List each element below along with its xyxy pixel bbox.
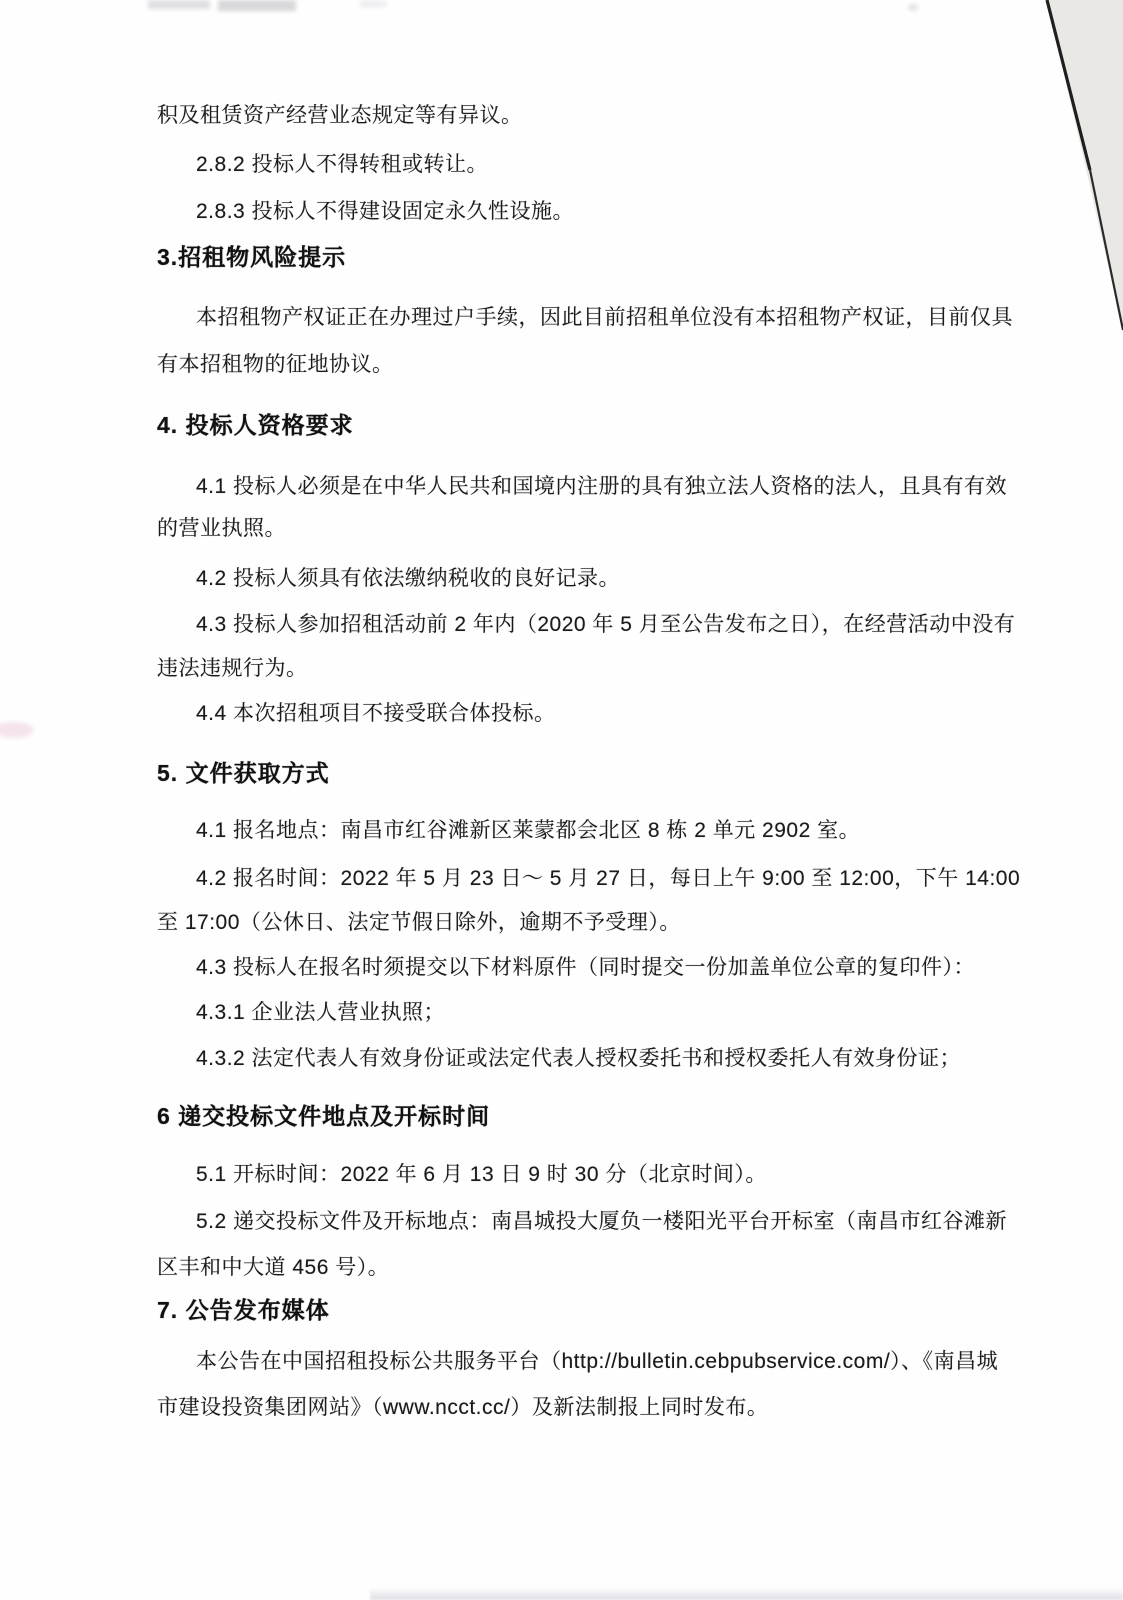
risk-paragraph-line-2: 有本招租物的征地协议。 xyxy=(157,353,394,376)
paragraph-line: 积及租赁资产经营业态规定等有异议。 xyxy=(157,104,523,127)
heading-announcement-media: 7. 公告发布媒体 xyxy=(157,1297,330,1323)
submission-place-line-1: 5.2 递交投标文件及开标地点：南昌城投大厦负一楼阳光平台开标室（南昌市红谷滩新 xyxy=(196,1210,1008,1233)
heading-document-acquisition: 5. 文件获取方式 xyxy=(157,760,330,786)
material-4-3-2: 4.3.2 法定代表人有效身份证或法定代表人授权委托书和授权委托人有效身份证； xyxy=(196,1047,962,1070)
clause-4-1-line-1: 4.1 投标人必须是在中华人民共和国境内注册的具有独立法人资格的法人，且具有有效 xyxy=(196,475,1008,498)
scan-edge-bottom xyxy=(370,1587,1123,1600)
heading-risk-notice: 3.招租物风险提示 xyxy=(157,244,347,270)
risk-paragraph-line-1: 本招租物产权证正在办理过户手续，因此目前招租单位没有本招租物产权证，目前仅具 xyxy=(196,306,1013,329)
registration-time-line-1: 4.2 报名时间：2022 年 5 月 23 日～ 5 月 27 日，每日上午 9:00 至 12:00，下午 14:00 xyxy=(196,867,1021,890)
clause-4-4: 4.4 本次招租项目不接受联合体投标。 xyxy=(196,702,556,725)
heading-submission-opening: 6 递交投标文件地点及开标时间 xyxy=(157,1103,491,1129)
clause-4-3-line-2: 违法违规行为。 xyxy=(157,657,308,680)
scan-smudge-top xyxy=(218,0,296,11)
media-paragraph-line-1: 本公告在中国招租投标公共服务平台（http://bulletin.cebpubservice.com/）、《南昌城 xyxy=(196,1350,999,1373)
scan-smudge-dot xyxy=(908,4,918,11)
heading-bidder-requirements: 4. 投标人资格要求 xyxy=(157,412,354,438)
material-4-3-1: 4.3.1 企业法人营业执照； xyxy=(196,1001,446,1024)
clause-4-3-line-1: 4.3 投标人参加招租活动前 2 年内（2020 年 5 月至公告发布之日），在经营活动中没有 xyxy=(196,613,1016,636)
clause-4-2: 4.2 投标人须具有依法缴纳税收的良好记录。 xyxy=(196,567,621,590)
registration-address: 4.1 报名地点：南昌市红谷滩新区莱蒙都会北区 8 栋 2 单元 2902 室。 xyxy=(196,819,861,842)
media-paragraph-line-2: 市建设投资集团网站》（www.ncct.cc/）及新法制报上同时发布。 xyxy=(157,1396,769,1419)
materials-intro: 4.3 投标人在报名时须提交以下材料原件（同时提交一份加盖单位公章的复印件）： xyxy=(196,956,976,979)
submission-place-line-2: 区丰和中大道 456 号）。 xyxy=(157,1256,390,1279)
clause-2-8-2: 2.8.2 投标人不得转租或转让。 xyxy=(196,153,489,176)
scan-smudge-top xyxy=(360,1,386,7)
scan-smudge-left xyxy=(0,722,34,738)
clause-4-1-line-2: 的营业执照。 xyxy=(157,517,286,540)
opening-time: 5.1 开标时间：2022 年 6 月 13 日 9 时 30 分（北京时间）。 xyxy=(196,1163,767,1186)
registration-time-line-2: 至 17:00（公休日、法定节假日除外，逾期不予受理）。 xyxy=(157,911,681,934)
clause-2-8-3: 2.8.3 投标人不得建设固定永久性设施。 xyxy=(196,200,575,223)
scan-smudge-top xyxy=(148,0,210,9)
